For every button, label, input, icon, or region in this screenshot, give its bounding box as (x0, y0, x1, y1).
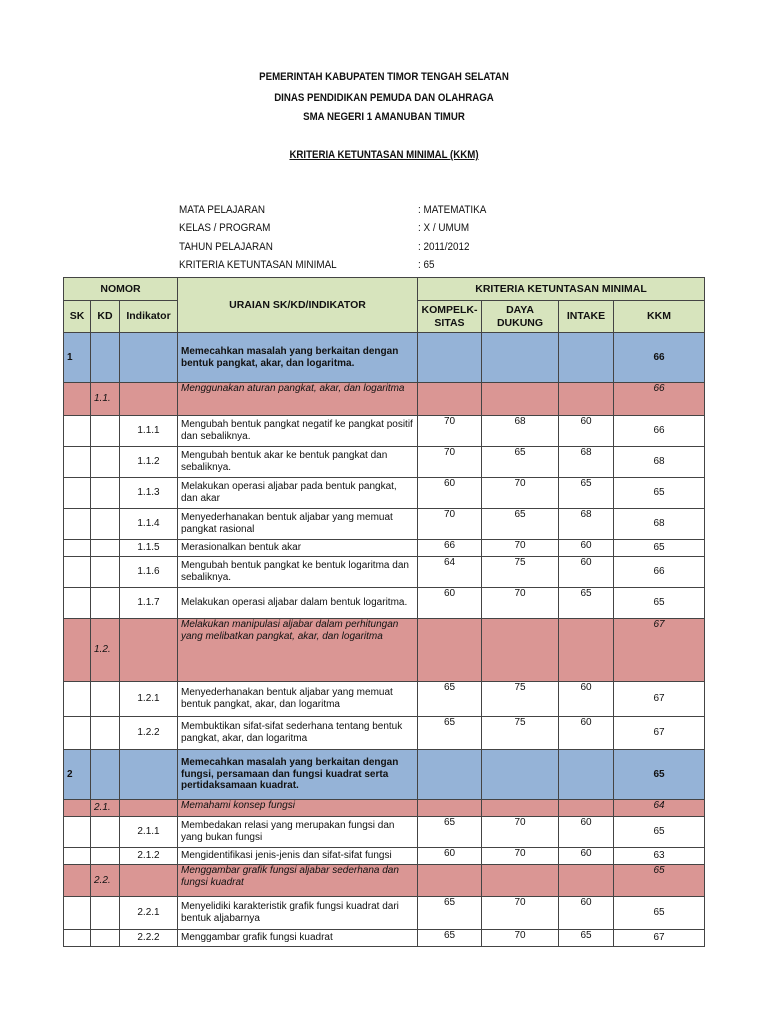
table-row (64, 478, 705, 509)
kompleksitas-cell (418, 619, 482, 682)
kd-cell (91, 897, 120, 930)
sk-cell: 1 (64, 333, 91, 383)
indikator-cell: 2.1.1 (120, 817, 178, 848)
header-indikator: Indikator (120, 301, 178, 333)
table-row (64, 817, 705, 848)
kd-cell (91, 817, 120, 848)
info-label-year: TAHUN PELAJARAN (179, 241, 273, 253)
sk-cell (64, 930, 91, 947)
sk-cell (64, 717, 91, 750)
table-row (64, 717, 705, 750)
sk-cell (64, 447, 91, 478)
kompleksitas-cell: 60 (418, 478, 482, 509)
uraian-cell: Merasionalkan bentuk akar (178, 540, 418, 557)
table-row (64, 897, 705, 930)
sk-cell (64, 540, 91, 557)
table-row (64, 750, 705, 800)
table-row (64, 447, 705, 478)
kompleksitas-cell: 66 (418, 540, 482, 557)
intake-cell (559, 750, 614, 800)
sk-cell (64, 478, 91, 509)
table-row (64, 540, 705, 557)
uraian-cell: Mengubah bentuk akar ke bentuk pangkat dan sebaliknya. (178, 447, 418, 478)
sk-cell (64, 897, 91, 930)
sk-cell (64, 588, 91, 619)
kkm-cell: 65 (614, 897, 705, 930)
intake-cell (559, 333, 614, 383)
uraian-cell: Menyederhanakan bentuk aljabar yang memuat pangkat rasional (178, 509, 418, 540)
kkm-cell: 66 (614, 416, 705, 447)
daya-dukung-cell (482, 619, 559, 682)
kompleksitas-cell (418, 750, 482, 800)
info-label-subject: MATA PELAJARAN (179, 204, 266, 216)
kompleksitas-cell (418, 800, 482, 817)
kkm-cell: 67 (614, 717, 705, 750)
kompleksitas-cell: 64 (418, 557, 482, 588)
kd-cell: 2.1. (91, 800, 120, 817)
kkm-table (63, 277, 705, 947)
indikator-cell (120, 383, 178, 416)
kkm-cell: 65 (614, 750, 705, 800)
indikator-cell (120, 750, 178, 800)
header-line-2: DINAS PENDIDIKAN PEMUDA DAN OLAHRAGA (274, 92, 494, 104)
kd-cell (91, 478, 120, 509)
indikator-cell (120, 800, 178, 817)
table-row (64, 800, 705, 817)
kkm-cell: 66 (614, 383, 705, 416)
info-value-year: : 2011/2012 (418, 241, 470, 253)
kkm-cell: 66 (614, 557, 705, 588)
document-title: KRITERIA KETUNTASAN MINIMAL (KKM) (289, 149, 479, 161)
daya-dukung-cell: 75 (482, 682, 559, 717)
kkm-cell: 65 (614, 478, 705, 509)
sk-cell (64, 848, 91, 865)
indikator-cell: 2.2.1 (120, 897, 178, 930)
header-intake: INTAKE (559, 301, 614, 333)
intake-cell: 68 (559, 509, 614, 540)
daya-dukung-cell: 68 (482, 416, 559, 447)
kkm-cell: 65 (614, 588, 705, 619)
kompleksitas-cell: 60 (418, 588, 482, 619)
daya-dukung-cell (482, 333, 559, 383)
kd-cell (91, 416, 120, 447)
daya-dukung-cell: 70 (482, 588, 559, 619)
intake-cell: 60 (559, 540, 614, 557)
kkm-cell: 68 (614, 447, 705, 478)
indikator-cell: 1.1.2 (120, 447, 178, 478)
sk-cell: 2 (64, 750, 91, 800)
table-row (64, 416, 705, 447)
uraian-cell: Menyederhanakan bentuk aljabar yang memuat bentuk pangkat, akar, dan logaritma (178, 682, 418, 717)
kd-cell (91, 333, 120, 383)
uraian-cell: Mengidentifikasi jenis-jenis dan sifat-sifat fungsi (178, 848, 418, 865)
indikator-cell: 2.2.2 (120, 930, 178, 947)
daya-dukung-cell: 75 (482, 557, 559, 588)
table-row (64, 588, 705, 619)
table-row (64, 682, 705, 717)
intake-cell (559, 800, 614, 817)
uraian-cell: Memecahkan masalah yang berkaitan dengan fungsi, persamaan dan fungsi kuadrat serta pertidaksamaan kuadrat. (178, 750, 418, 800)
header-kriteria: KRITERIA KETUNTASAN MINIMAL (418, 278, 705, 301)
kd-cell (91, 509, 120, 540)
header-daya-dukung: DAYA DUKUNG (482, 301, 559, 333)
kd-cell (91, 540, 120, 557)
uraian-cell: Melakukan manipulasi aljabar dalam perhitungan yang melibatkan pangkat, akar, dan logaritma (178, 619, 418, 682)
kompleksitas-cell (418, 865, 482, 897)
intake-cell (559, 619, 614, 682)
indikator-cell: 1.1.7 (120, 588, 178, 619)
kd-cell (91, 930, 120, 947)
info-value-kkm: : 65 (418, 259, 435, 271)
daya-dukung-cell (482, 750, 559, 800)
uraian-cell: Membedakan relasi yang merupakan fungsi dan yang bukan fungsi (178, 817, 418, 848)
kompleksitas-cell: 65 (418, 717, 482, 750)
header-line-3: SMA NEGERI 1 AMANUBAN TIMUR (303, 111, 465, 123)
daya-dukung-cell: 70 (482, 817, 559, 848)
kd-cell (91, 588, 120, 619)
sk-cell (64, 383, 91, 416)
daya-dukung-cell: 70 (482, 930, 559, 947)
intake-cell: 60 (559, 848, 614, 865)
daya-dukung-cell (482, 865, 559, 897)
kkm-cell: 65 (614, 817, 705, 848)
kd-cell (91, 717, 120, 750)
intake-cell: 60 (559, 682, 614, 717)
uraian-cell: Menyelidiki karakteristik grafik fungsi kuadrat dari bentuk aljabarnya (178, 897, 418, 930)
kompleksitas-cell: 65 (418, 817, 482, 848)
uraian-cell: Memahami konsep fungsi (178, 800, 418, 817)
indikator-cell: 1.2.2 (120, 717, 178, 750)
kkm-cell: 67 (614, 930, 705, 947)
header-uraian: URAIAN SK/KD/INDIKATOR (178, 278, 418, 333)
indikator-cell: 1.1.4 (120, 509, 178, 540)
sk-cell (64, 619, 91, 682)
daya-dukung-cell: 70 (482, 478, 559, 509)
header-nomor: NOMOR (64, 278, 178, 301)
intake-cell: 60 (559, 817, 614, 848)
daya-dukung-cell: 75 (482, 717, 559, 750)
uraian-cell: Mengubah bentuk pangkat negatif ke pangkat positif dan sebaliknya. (178, 416, 418, 447)
kkm-cell: 63 (614, 848, 705, 865)
intake-cell: 65 (559, 478, 614, 509)
kd-cell (91, 848, 120, 865)
header-line-1: PEMERINTAH KABUPATEN TIMOR TENGAH SELATAN (259, 71, 509, 83)
info-value-subject: : MATEMATIKA (418, 204, 487, 216)
kompleksitas-cell (418, 383, 482, 416)
uraian-cell: Menggambar grafik fungsi kuadrat (178, 930, 418, 947)
info-value-class: : X / UMUM (418, 222, 470, 234)
sk-cell (64, 817, 91, 848)
daya-dukung-cell: 70 (482, 540, 559, 557)
kd-cell (91, 447, 120, 478)
intake-cell: 60 (559, 416, 614, 447)
daya-dukung-cell: 70 (482, 848, 559, 865)
table-row (64, 848, 705, 865)
kd-cell: 2.2. (91, 865, 120, 897)
intake-cell: 65 (559, 588, 614, 619)
intake-cell: 60 (559, 717, 614, 750)
kkm-cell: 65 (614, 540, 705, 557)
table-row (64, 930, 705, 947)
sk-cell (64, 682, 91, 717)
indikator-cell: 2.1.2 (120, 848, 178, 865)
kkm-cell: 67 (614, 682, 705, 717)
uraian-cell: Membuktikan sifat-sifat sederhana tentang bentuk pangkat, akar, dan logaritma (178, 717, 418, 750)
uraian-cell: Menggunakan aturan pangkat, akar, dan logaritma (178, 383, 418, 416)
intake-cell: 60 (559, 557, 614, 588)
kompleksitas-cell: 65 (418, 897, 482, 930)
sk-cell (64, 865, 91, 897)
kd-cell (91, 750, 120, 800)
sk-cell (64, 800, 91, 817)
kompleksitas-cell: 70 (418, 416, 482, 447)
kd-cell: 1.2. (91, 619, 120, 682)
kkm-cell: 68 (614, 509, 705, 540)
daya-dukung-cell (482, 383, 559, 416)
indikator-cell: 1.1.1 (120, 416, 178, 447)
intake-cell (559, 383, 614, 416)
header-kkm: KKM (614, 301, 705, 333)
intake-cell (559, 865, 614, 897)
intake-cell: 68 (559, 447, 614, 478)
daya-dukung-cell (482, 800, 559, 817)
uraian-cell: Melakukan operasi aljabar dalam bentuk logaritma. (178, 588, 418, 619)
intake-cell: 60 (559, 897, 614, 930)
uraian-cell: Mengubah bentuk pangkat ke bentuk logaritma dan sebaliknya. (178, 557, 418, 588)
kd-cell: 1.1. (91, 383, 120, 416)
sk-cell (64, 416, 91, 447)
indikator-cell (120, 619, 178, 682)
info-label-class: KELAS / PROGRAM (179, 222, 271, 234)
table-row (64, 383, 705, 416)
sk-cell (64, 557, 91, 588)
table-row (64, 557, 705, 588)
indikator-cell: 1.1.5 (120, 540, 178, 557)
kompleksitas-cell: 60 (418, 848, 482, 865)
indikator-cell: 1.1.6 (120, 557, 178, 588)
uraian-cell: Melakukan operasi aljabar pada bentuk pangkat, dan akar (178, 478, 418, 509)
table-header-row-1 (64, 278, 705, 301)
uraian-cell: Menggambar grafik fungsi aljabar sederhana dan fungsi kuadrat (178, 865, 418, 897)
indikator-cell (120, 865, 178, 897)
header-sk: SK (64, 301, 91, 333)
table-row (64, 619, 705, 682)
info-label-kkm: KRITERIA KETUNTASAN MINIMAL (179, 259, 337, 271)
table-body (64, 333, 705, 947)
table-row (64, 509, 705, 540)
daya-dukung-cell: 65 (482, 447, 559, 478)
header-kompleksitas: KOMPELK-SITAS (418, 301, 482, 333)
kd-cell (91, 557, 120, 588)
kkm-cell: 66 (614, 333, 705, 383)
table-row (64, 865, 705, 897)
header-kd: KD (91, 301, 120, 333)
kompleksitas-cell: 65 (418, 930, 482, 947)
kkm-cell: 65 (614, 865, 705, 897)
indikator-cell (120, 333, 178, 383)
kompleksitas-cell: 70 (418, 509, 482, 540)
table-row (64, 333, 705, 383)
kompleksitas-cell (418, 333, 482, 383)
daya-dukung-cell: 70 (482, 897, 559, 930)
uraian-cell: Memecahkan masalah yang berkaitan dengan bentuk pangkat, akar, dan logaritma. (178, 333, 418, 383)
kkm-cell: 67 (614, 619, 705, 682)
kompleksitas-cell: 65 (418, 682, 482, 717)
kkm-cell: 64 (614, 800, 705, 817)
kompleksitas-cell: 70 (418, 447, 482, 478)
sk-cell (64, 509, 91, 540)
intake-cell: 65 (559, 930, 614, 947)
daya-dukung-cell: 65 (482, 509, 559, 540)
kd-cell (91, 682, 120, 717)
indikator-cell: 1.1.3 (120, 478, 178, 509)
indikator-cell: 1.2.1 (120, 682, 178, 717)
